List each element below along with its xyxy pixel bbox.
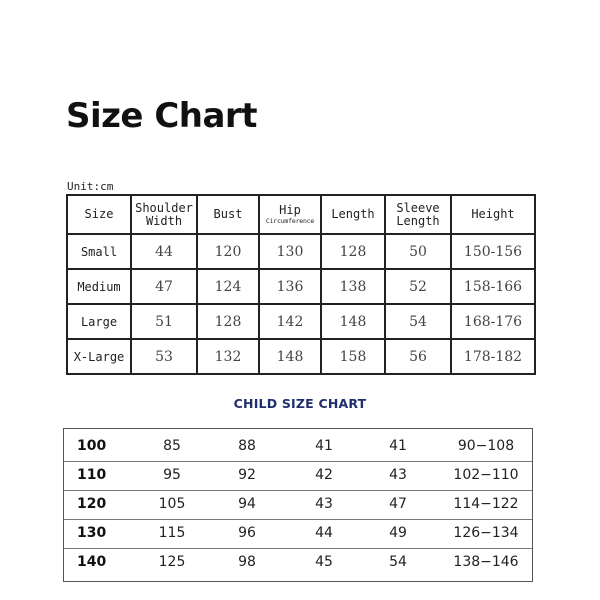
- cell-sleeve: 50: [385, 234, 451, 269]
- table-row: [64, 462, 532, 491]
- cell-height: 158-166: [451, 269, 535, 304]
- row-size-label: Small: [67, 234, 131, 269]
- child-size-label: 110: [77, 467, 107, 483]
- cell-shoulder: 53: [131, 339, 197, 374]
- table-row: [67, 234, 535, 269]
- table-row: [67, 339, 535, 374]
- child-cell: 98: [238, 554, 256, 570]
- row-size-label: X-Large: [67, 339, 131, 374]
- child-size-label: 100: [77, 438, 107, 454]
- cell-bust: 120: [197, 234, 259, 269]
- child-cell: 41: [389, 438, 407, 454]
- child-cell: 96: [238, 525, 256, 541]
- adult-header-row: [67, 195, 535, 234]
- table-row: [64, 491, 532, 520]
- child-cell: 47: [389, 496, 407, 512]
- header-size: Size: [67, 195, 131, 234]
- child-cell: 44: [315, 525, 333, 541]
- child-cell: 92: [238, 467, 256, 483]
- child-cell: 102−110: [453, 467, 519, 483]
- header-bust: Bust: [197, 195, 259, 234]
- cell-bust: 132: [197, 339, 259, 374]
- cell-hip: 136: [259, 269, 321, 304]
- child-cell: 138−146: [453, 554, 519, 570]
- child-size-label: 130: [77, 525, 107, 541]
- cell-height: 150-156: [451, 234, 535, 269]
- child-cell: 125: [158, 554, 186, 570]
- cell-height: 178-182: [451, 339, 535, 374]
- cell-sleeve: 54: [385, 304, 451, 339]
- cell-sleeve: 56: [385, 339, 451, 374]
- adult-size-table: [66, 194, 536, 375]
- table-row: [64, 520, 532, 549]
- child-cell: 54: [389, 554, 407, 570]
- child-size-table: [63, 428, 533, 582]
- child-cell: 49: [389, 525, 407, 541]
- cell-hip: 142: [259, 304, 321, 339]
- child-size-label: 120: [77, 496, 107, 512]
- cell-sleeve: 52: [385, 269, 451, 304]
- table-row: [67, 304, 535, 339]
- header-hip-circumference: Hip Circumference: [259, 195, 321, 234]
- table-row: [64, 433, 532, 462]
- cell-length: 138: [321, 269, 385, 304]
- cell-length: 148: [321, 304, 385, 339]
- child-size-label: 140: [77, 554, 107, 570]
- table-row: [67, 269, 535, 304]
- cell-bust: 128: [197, 304, 259, 339]
- header-length: Length: [321, 195, 385, 234]
- header-sleeve-length: Sleeve Length: [385, 195, 451, 234]
- child-cell: 115: [158, 525, 186, 541]
- row-size-label: Large: [67, 304, 131, 339]
- child-cell: 43: [389, 467, 407, 483]
- table-row: [64, 549, 532, 578]
- child-cell: 88: [238, 438, 256, 454]
- child-cell: 42: [315, 467, 333, 483]
- child-cell: 85: [163, 438, 181, 454]
- child-cell: 41: [315, 438, 333, 454]
- page-title: Size Chart: [66, 96, 257, 136]
- cell-shoulder: 51: [131, 304, 197, 339]
- cell-length: 158: [321, 339, 385, 374]
- cell-hip: 148: [259, 339, 321, 374]
- unit-label: Unit:cm: [67, 180, 114, 193]
- cell-bust: 124: [197, 269, 259, 304]
- cell-hip: 130: [259, 234, 321, 269]
- header-height: Height: [451, 195, 535, 234]
- child-cell: 45: [315, 554, 333, 570]
- row-size-label: Medium: [67, 269, 131, 304]
- header-shoulder-width: Shoulder Width: [131, 195, 197, 234]
- child-cell: 94: [238, 496, 256, 512]
- child-cell: 114−122: [453, 496, 519, 512]
- child-cell: 43: [315, 496, 333, 512]
- child-cell: 95: [163, 467, 181, 483]
- child-cell: 126−134: [453, 525, 519, 541]
- child-cell: 90−108: [457, 438, 515, 454]
- child-cell: 105: [158, 496, 186, 512]
- cell-shoulder: 44: [131, 234, 197, 269]
- cell-length: 128: [321, 234, 385, 269]
- child-size-chart-title: CHILD SIZE CHART: [233, 396, 367, 411]
- cell-height: 168-176: [451, 304, 535, 339]
- cell-shoulder: 47: [131, 269, 197, 304]
